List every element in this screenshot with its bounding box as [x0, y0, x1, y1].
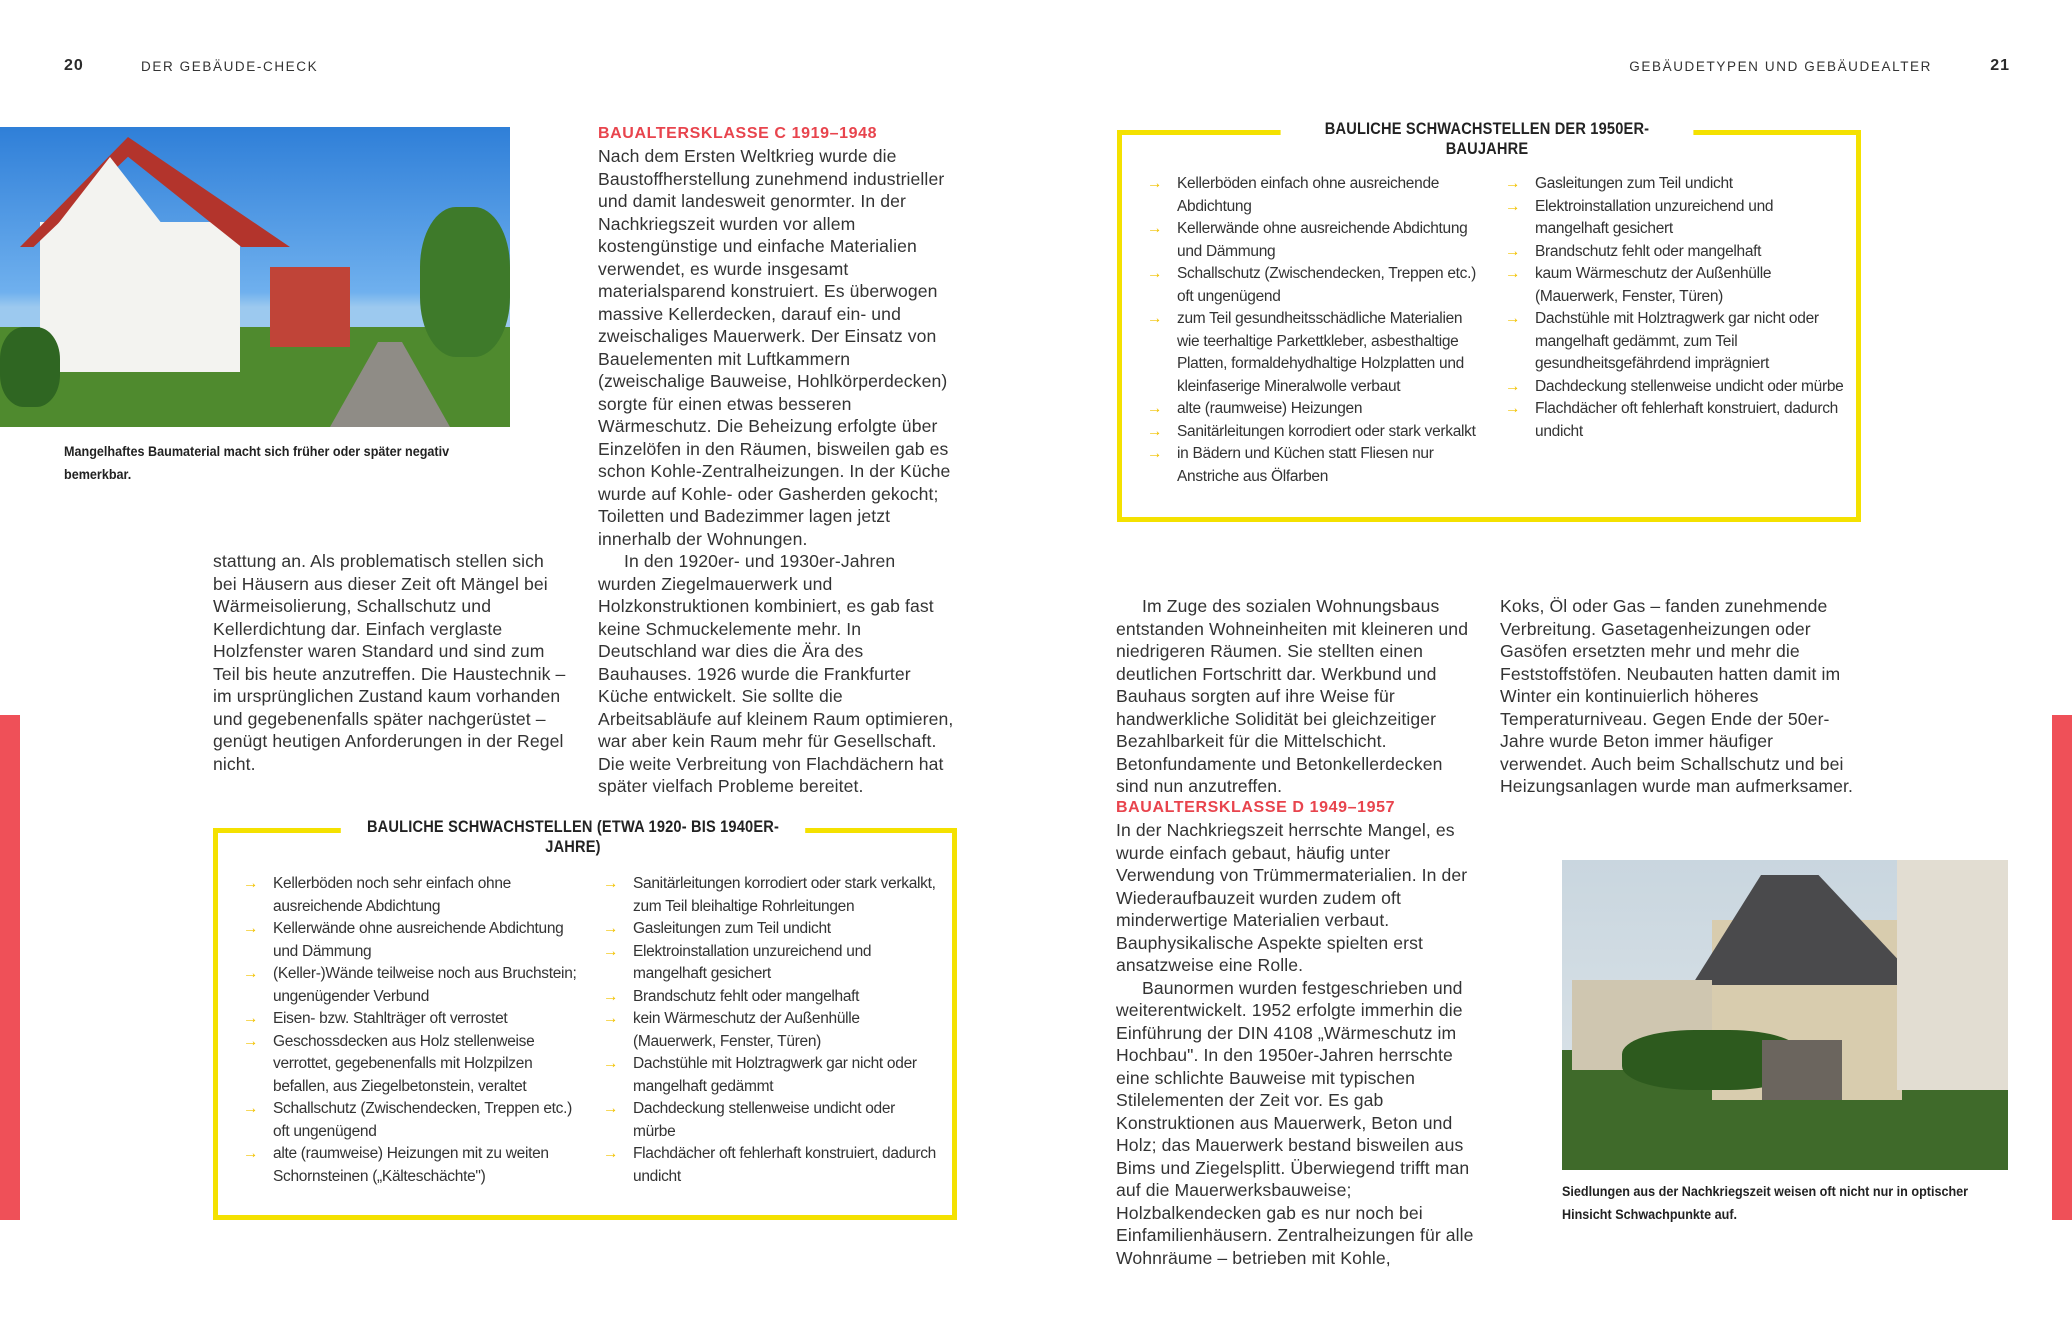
- box-list-col1: [243, 873, 578, 1188]
- arrow-icon: →: [603, 987, 619, 1005]
- list-item-text: zum Teil gesundheitsschädliche Materialien wie teerhaltige Parkettkleber, asbesthaltige Platten, formaldehydhaltige Holzplatten und kleinfaserige Mineralwolle verbaut: [1177, 310, 1464, 395]
- list-item-text: in Bädern und Küchen statt Fliesen nur Anstriche aus Ölfarben: [1177, 445, 1434, 485]
- list-item: [243, 918, 578, 963]
- arrow-icon: →: [243, 1100, 259, 1117]
- photo-caption-left: Mangelhaftes Baumaterial macht sich früher oder später negativ bemerkbar.: [64, 443, 450, 482]
- arrow-icon: →: [1147, 175, 1163, 192]
- list-item: [1505, 263, 1845, 308]
- arrow-icon: →: [243, 875, 259, 892]
- box-title: BAULICHE SCHWACHSTELLEN DER 1950ER-BAUJAHRE: [1281, 119, 1694, 159]
- arrow-icon: →: [1505, 310, 1521, 327]
- arrow-icon: →: [1505, 400, 1521, 417]
- box-list-col1: [1147, 173, 1487, 488]
- arrow-icon: →: [1147, 220, 1163, 237]
- house-photo-left: [0, 127, 510, 427]
- running-head-right: GEBÄUDETYPEN UND GEBÄUDEALTER: [1629, 59, 1932, 74]
- arrow-icon: →: [1505, 265, 1521, 282]
- list-item-text: kaum Wärmeschutz der Außenhülle (Mauerwerk, Fenster, Türen): [1535, 265, 1772, 305]
- list-item: [1505, 398, 1845, 443]
- text-column-1: stattung an. Als problematisch stellen sich bei Häusern aus dieser Zeit oft Mängel bei Wärmeisolierung, Schallschutz und Kellerdichtung dar. Einfach verglaste Holzfenster waren Standard und sind zum Teil bis heute anzutreffen. Die Haustechnik – im ursprünglichen Zustand kaum vorhanden und gegebenenfalls später nachgerüstet – genügt heutigen Anforderungen in der Regel nicht.: [213, 551, 566, 774]
- list-item-text: Gasleitungen zum Teil undicht: [1535, 175, 1733, 192]
- list-item: [1147, 173, 1487, 218]
- section-d-para2: Baunormen wurden festgeschrieben und weiterentwickelt. 1952 erfolgte immerhin die Einführung der DIN 4108 „Wärmeschutz im Hochbau". In den 1950er-Jahren herrschte eine schlichte Bauweise mit typischen Stilelementen der Zeit vor. Es gab Konstruktionen aus Mauerwerk, Beton und Holz; das Mauerwerk bestand bisweilen aus Bims und Ziegelsplitt. Überwiegend trifft man auf die Mauerwerksbauweise; Holzbalkendecken gab es nur noch bei Einfamilienhäusern. Zentralheizungen für alle Wohnräume – betrieben mit Kohle,: [1116, 977, 1474, 1268]
- section-d-heading: BAUALTERSKLASSE D 1949–1957: [1116, 799, 1396, 816]
- list-item: [243, 1098, 578, 1143]
- list-item: [1147, 308, 1487, 398]
- list-item-text: Flachdächer oft fehlerhaft konstruiert, dadurch undicht: [1535, 400, 1838, 440]
- list-item: [603, 1008, 938, 1053]
- list-item: [243, 873, 578, 918]
- section-c-para2: In den 1920er- und 1930er-Jahren wurden Ziegelmauerwerk und Holzkonstruktionen kombiniert, es gab fast keine Schmuckelemente mehr. In Deutschland war dies die Ära des Bauhauses. 1926 wurde die Frankfurter Küche entwickelt. Sie sollte die Arbeitsabläufe auf kleinem Raum optimieren, war aber kein Raum mehr für Gesellschaft. Die weite Verbreitung von Flachdächern hat später vielfach Probleme bereitet.: [598, 551, 954, 796]
- house-photo-right: [1562, 860, 2008, 1170]
- red-edge-marker-right: [2052, 715, 2072, 1220]
- section-c: [598, 123, 958, 798]
- list-item-text: Dachdeckung stellenweise undicht oder mürbe: [633, 1100, 896, 1140]
- list-item-text: Flachdächer oft fehlerhaft konstruiert, dadurch undicht: [633, 1145, 936, 1185]
- text-col3-para: Im Zuge des sozialen Wohnungsbaus entstanden Wohneinheiten mit kleineren und niedrigeren Räumen. Sie stellten einen deutlichen Fortschritt dar. Werkbund und Bauhaus sorgten auf ihre Weise für handwerkliche Solidität bei gleichzeitiger Bezahlbarkeit für die Mittelschicht. Betonfundamente und Betonkellerdecken sind nun anzutreffen.: [1116, 596, 1469, 796]
- list-item-text: Kellerböden noch sehr einfach ohne ausreichende Abdichtung: [273, 875, 511, 915]
- list-item-text: Brandschutz fehlt oder mangelhaft: [633, 987, 860, 1005]
- arrow-icon: →: [243, 920, 259, 937]
- list-item: [603, 941, 938, 986]
- arrow-icon: →: [1147, 310, 1163, 327]
- list-item: [603, 873, 938, 918]
- section-d: [1116, 797, 1478, 1269]
- list-item-text: Kellerwände ohne ausreichende Abdichtung und Dämmung: [1177, 220, 1468, 260]
- list-item-text: kein Wärmeschutz der Außenhülle (Mauerwerk, Fenster, Türen): [633, 1010, 860, 1050]
- list-item: [243, 1008, 578, 1031]
- arrow-icon: →: [1505, 377, 1521, 395]
- list-item: [1505, 376, 1845, 399]
- list-item-text: (Keller-)Wände teilweise noch aus Bruchstein; ungenügender Verbund: [273, 965, 577, 1005]
- list-item-text: Dachdeckung stellenweise undicht oder mürbe: [1535, 377, 1844, 395]
- section-c-para1: Nach dem Ersten Weltkrieg wurde die Baustoffherstellung zunehmend industrieller und damit landesweit genormter. In der Nachkriegszeit wurden vor allem kostengünstige und einfache Materialien verwendet, es wurde insgesamt materialsparend konstruiert. Es überwogen massive Kellerdecken, darauf ein- und zweischaliges Mauerwerk. Der Einsatz von Bauelementen mit Luftkammern (zweischalige Bauweise, Hohlkörperdecken) sorgte für einen etwas besseren Wärmeschutz. Die Beheizung erfolgte über Einzelöfen in den Räumen, bisweilen gab es schon Kohle-Zentralheizungen. In der Küche wurde auf Kohle- oder Gasherden gekocht; Toiletten und Badezimmer lagen jetzt innerhalb der Wohnungen.: [598, 146, 951, 549]
- list-item-text: Elektroinstallation unzureichend und mangelhaft gesichert: [1535, 197, 1774, 237]
- list-item-text: Dachstühle mit Holztragwerk gar nicht oder mangelhaft gedämmt: [633, 1055, 917, 1095]
- arrow-icon: →: [1505, 197, 1521, 215]
- list-item: [603, 1098, 938, 1143]
- list-item: [243, 1143, 578, 1188]
- list-item: [1147, 443, 1487, 488]
- arrow-icon: →: [603, 942, 619, 960]
- list-item: [603, 918, 938, 941]
- weak-points-box-1920-1940: [213, 817, 957, 1220]
- photo-caption-right: Siedlungen aus der Nachkriegszeit weisen oft nicht nur in optischer Hinsicht Schwachpunkte auf.: [1562, 1183, 1969, 1222]
- list-item-text: Brandschutz fehlt oder mangelhaft: [1535, 242, 1762, 260]
- list-item-text: Gasleitungen zum Teil undicht: [633, 920, 831, 937]
- list-item: [243, 1031, 578, 1099]
- section-d-para1: In der Nachkriegszeit herrschte Mangel, es wurde einfach gebaut, häufig unter Verwendung von Trümmermaterialien. In der Wiederaufbauzeit wurden zudem oft minderwertige Materialien verbaut. Bauphysikalische Aspekte spielten erst ansatzweise eine Rolle.: [1116, 820, 1468, 975]
- arrow-icon: →: [1505, 242, 1521, 260]
- arrow-icon: →: [1505, 175, 1521, 192]
- arrow-icon: →: [603, 875, 619, 892]
- list-item-text: Schallschutz (Zwischendecken, Treppen etc.) oft ungenügend: [1177, 265, 1476, 305]
- arrow-icon: →: [603, 1145, 619, 1162]
- page-number-right: 21: [1990, 57, 2010, 74]
- section-c-heading: BAUALTERSKLASSE C 1919–1948: [598, 125, 878, 142]
- box-list-col2: [603, 873, 938, 1188]
- list-item: [1147, 218, 1487, 263]
- list-item-text: Kellerwände ohne ausreichende Abdichtung und Dämmung: [273, 920, 564, 960]
- arrow-icon: →: [1147, 445, 1163, 462]
- list-item-text: Eisen- bzw. Stahlträger oft verrostet: [273, 1010, 508, 1027]
- list-item-text: Sanitärleitungen korrodiert oder stark verkalkt, zum Teil bleihaltige Rohrleitungen: [633, 875, 936, 915]
- box-list-col2: [1505, 173, 1845, 443]
- arrow-icon: →: [243, 1010, 259, 1027]
- list-item-text: Dachstühle mit Holztragwerk gar nicht oder mangelhaft gedämmt, zum Teil gesundheitsgefährdend imprägniert: [1535, 310, 1819, 372]
- list-item: [1505, 241, 1845, 264]
- list-item: [603, 986, 938, 1009]
- text-column-4: Koks, Öl oder Gas – fanden zunehmende Verbreitung. Gasetagenheizungen oder Gasöfen ersetzten mehr und mehr die Feststoffstöfen. Neubauten hatten damit im Winter ein kontinuierlich höheres Temperaturniveau. Gegen Ende der 50er-Jahre wurde Beton immer häufiger verwendet. Auch beim Schallschutz und bei Heizungsanlagen wurde man aufmerksamer.: [1500, 596, 1854, 796]
- list-item: [1505, 196, 1845, 241]
- arrow-icon: →: [243, 965, 259, 982]
- arrow-icon: →: [603, 920, 619, 937]
- list-item: [1505, 308, 1845, 376]
- arrow-icon: →: [603, 1100, 619, 1117]
- weak-points-box-1950s: [1117, 119, 1861, 522]
- list-item-text: Sanitärleitungen korrodiert oder stark verkalkt: [1177, 422, 1476, 440]
- text-column-3: [1116, 595, 1474, 798]
- list-item: [1147, 263, 1487, 308]
- list-item: [603, 1143, 938, 1188]
- list-item: [1147, 398, 1487, 421]
- list-item-text: alte (raumweise) Heizungen: [1177, 400, 1363, 417]
- arrow-icon: →: [603, 1055, 619, 1072]
- list-item: [603, 1053, 938, 1098]
- page-number-left: 20: [64, 57, 84, 74]
- list-item-text: Geschossdecken aus Holz stellenweise verrottet, gegebenenfalls mit Holzpilzen befallen, aus Ziegelbetonstein, veraltet: [273, 1032, 535, 1095]
- arrow-icon: →: [243, 1145, 259, 1162]
- arrow-icon: →: [1147, 422, 1163, 440]
- running-head-left: DER GEBÄUDE-CHECK: [141, 59, 319, 74]
- list-item: [1147, 421, 1487, 444]
- list-item: [243, 963, 578, 1008]
- box-title: BAULICHE SCHWACHSTELLEN (ETWA 1920- BIS 1940ER-JAHRE): [341, 817, 805, 857]
- red-edge-marker-left: [0, 715, 20, 1220]
- list-item-text: alte (raumweise) Heizungen mit zu weiten Schornsteinen („Kälteschächte"): [273, 1145, 549, 1185]
- list-item-text: Elektroinstallation unzureichend und mangelhaft gesichert: [633, 942, 872, 982]
- list-item-text: Schallschutz (Zwischendecken, Treppen etc.) oft ungenügend: [273, 1100, 572, 1140]
- arrow-icon: →: [1147, 265, 1163, 282]
- list-item-text: Kellerböden einfach ohne ausreichende Abdichtung: [1177, 175, 1440, 215]
- arrow-icon: →: [603, 1010, 619, 1027]
- arrow-icon: →: [243, 1032, 259, 1050]
- arrow-icon: →: [1147, 400, 1163, 417]
- list-item: [1505, 173, 1845, 196]
